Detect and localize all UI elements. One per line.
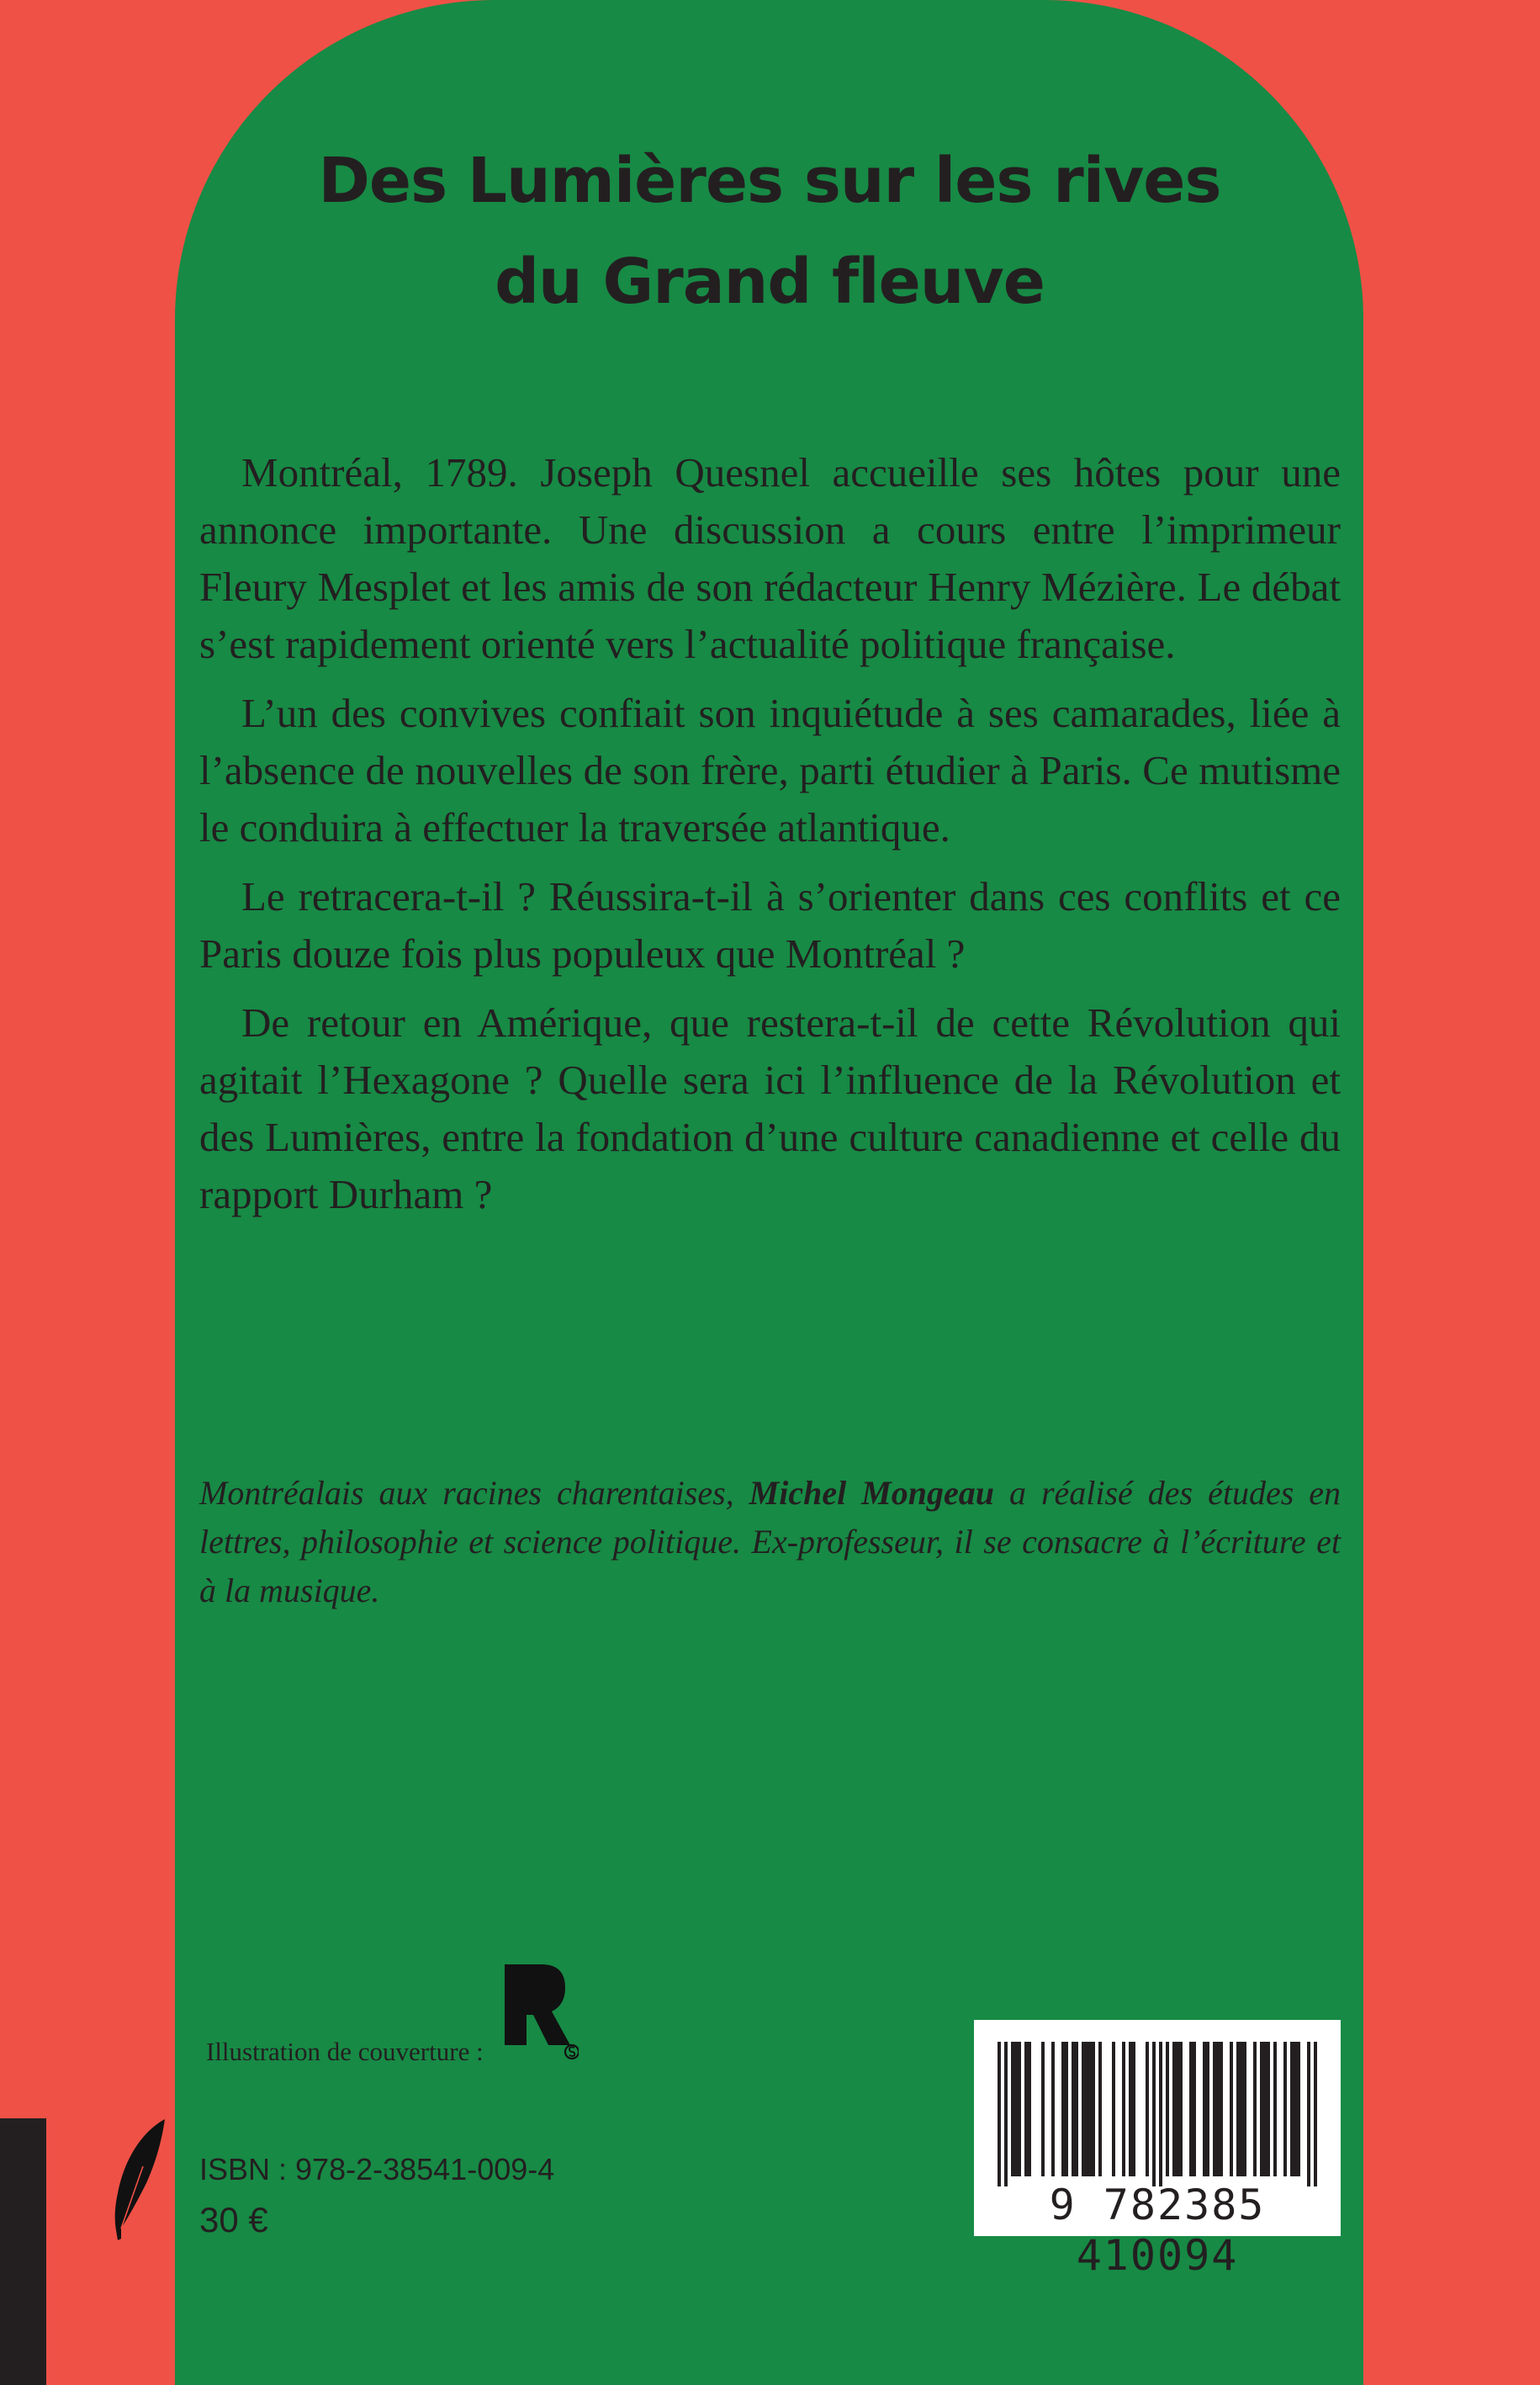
barcode-bar [1028, 2042, 1031, 2176]
summary-paragraph: De retour en Amérique, que restera-t-il de cette Révolution qui agitait l’Hexagone ? Quelle sera ici l’influence de la Révolution et des Lumières, entre la fondation d’une culture canadienne et celle du rapport Durham ? [199, 999, 1341, 1217]
barcode-number: 9 782385 410094 [1049, 2181, 1266, 2280]
barcode-bar [1193, 2042, 1196, 2176]
barcode-bars [974, 2020, 1341, 2188]
barcode-bar [1172, 2042, 1176, 2176]
summary-paragraph: Le retracera-t-il ? Réussira-t-il à s’orienter dans ces conflits et ce Paris douze fois plus populeux que Montréal ? [199, 873, 1341, 977]
barcode-bar [1283, 2042, 1287, 2176]
barcode-bar [1098, 2042, 1102, 2176]
quill-icon [109, 2116, 168, 2242]
barcode-bar [1290, 2042, 1294, 2176]
barcode-bar [1206, 2042, 1209, 2176]
barcode-bar [1088, 2042, 1092, 2176]
barcode-bar [1166, 2042, 1169, 2176]
barcode-bar [1297, 2042, 1300, 2176]
author-name: Michel Mongeau [749, 1474, 994, 1512]
barcode-bar [1051, 2042, 1055, 2176]
barcode-bar [1082, 2042, 1085, 2176]
book-title [202, 130, 1337, 332]
barcode-bar [1159, 2042, 1162, 2186]
barcode-bar [998, 2042, 1001, 2186]
barcode-bar [1213, 2042, 1216, 2176]
barcode-bar [1024, 2042, 1028, 2176]
summary-paragraph: L’un des convives confiait son inquiétude à ses camarades, liée à l’absence de nouvelles de son frère, parti étudier à Paris. Ce mutisme le conduira à effectuer la traversée atlantique. [199, 690, 1341, 851]
bio-intro: Montréalais aux racines charentaises, [199, 1474, 749, 1512]
barcode-bar [1122, 2042, 1125, 2176]
barcode-bar [1152, 2042, 1156, 2186]
bio-rest: a réalisé des études en lettres, philosophie et science politique. Ex-professeur, il se consacre à l’écriture et à la musique. [199, 1474, 1341, 1609]
title-line-1: Des Lumières sur les rives [318, 145, 1221, 217]
barcode-bar [1075, 2042, 1078, 2176]
barcode-bar [1014, 2042, 1018, 2176]
barcode-bar [1294, 2042, 1297, 2176]
barcode-bar [1146, 2042, 1149, 2176]
barcode-bar [1072, 2042, 1075, 2176]
barcode-bar [1263, 2042, 1267, 2176]
title-line-2: du Grand fleuve [495, 246, 1045, 318]
barcode-bar [1011, 2042, 1014, 2176]
book-summary [199, 444, 1341, 1235]
barcode-bar [1065, 2042, 1068, 2176]
barcode-bar [1132, 2042, 1135, 2176]
barcode-bar [1220, 2042, 1223, 2176]
barcode-bar [1314, 2042, 1317, 2186]
barcode-bar [1004, 2042, 1008, 2186]
barcode-bar [1176, 2042, 1179, 2176]
barcode [974, 2020, 1341, 2280]
barcode-bar [1273, 2042, 1277, 2176]
author-bio [199, 1469, 1341, 1615]
left-dark-bar [0, 2118, 46, 2385]
barcode-bar [1129, 2042, 1132, 2176]
r-logo-icon [505, 1964, 579, 2064]
barcode-bar [1179, 2042, 1183, 2176]
price-text: 30 € [199, 2200, 268, 2239]
illustration-credit-label: Illustration de couverture : [206, 2037, 484, 2066]
barcode-bar [1240, 2042, 1243, 2176]
barcode-bar [1203, 2042, 1206, 2176]
barcode-bar [1092, 2042, 1095, 2176]
barcode-bar [1307, 2042, 1310, 2186]
barcode-bar [1243, 2042, 1246, 2176]
barcode-bar [1253, 2042, 1257, 2176]
barcode-bar [1085, 2042, 1088, 2176]
barcode-bar [1189, 2042, 1193, 2176]
barcode-bar [1236, 2042, 1240, 2176]
barcode-bar [1260, 2042, 1263, 2176]
barcode-bar [1112, 2042, 1115, 2176]
barcode-bar [1018, 2042, 1021, 2176]
isbn-text: ISBN : 978-2-38541-009-4 [199, 2152, 555, 2186]
barcode-bar [1216, 2042, 1220, 2176]
summary-paragraph: Montréal, 1789. Joseph Quesnel accueille ses hôtes pour une annonce importante. Une discussion a cours entre l’imprimeur Fleury Mesplet et les amis de son rédacteur Henry Mézière. Le débat s’est rapidement orienté vers l’actualité politique française. [199, 449, 1341, 667]
barcode-bar [1230, 2042, 1233, 2176]
barcode-bar [1267, 2042, 1270, 2176]
barcode-bar [1041, 2042, 1045, 2176]
barcode-bar [1061, 2042, 1065, 2176]
